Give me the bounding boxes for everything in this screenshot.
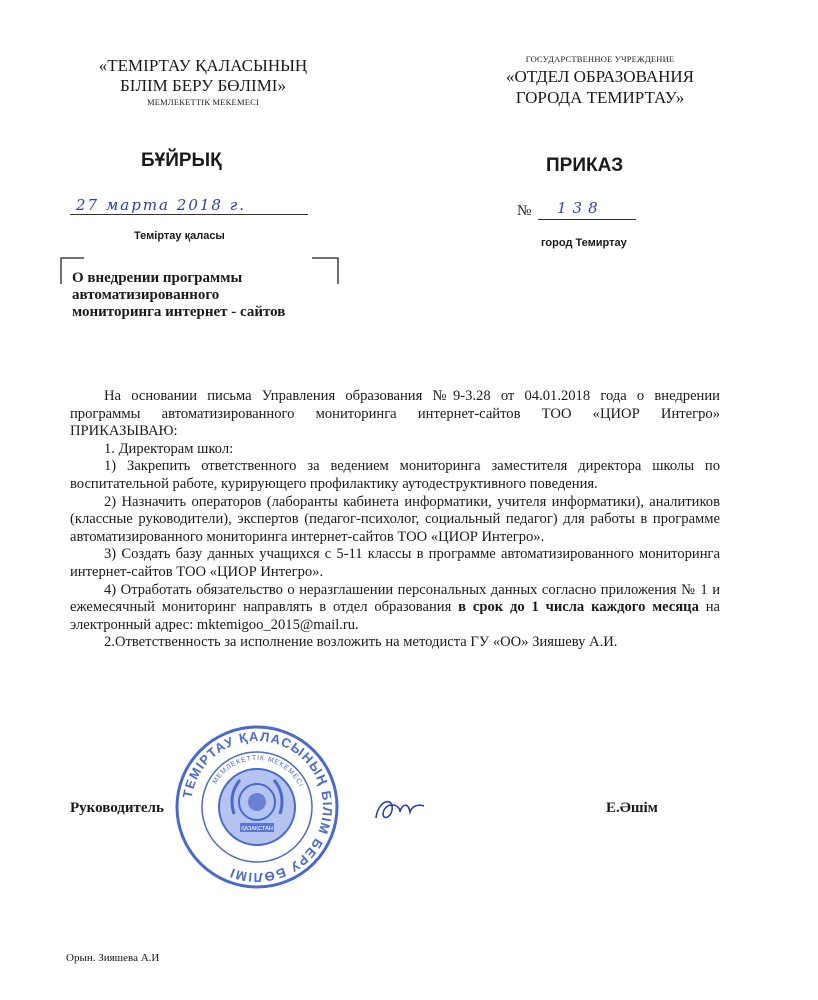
header-left-line1: «ТЕМІРТАУ ҚАЛАСЫНЫҢ (98, 56, 308, 75)
stamp-center-label: ҚАЗАҚСТАН (241, 826, 273, 832)
subject-line2: автоматизированного (72, 287, 220, 303)
signature-role: Руководитель (70, 800, 164, 816)
body-item-1-4-deadline: в срок до 1 числа каждого месяца (458, 599, 699, 616)
date-handwritten: 27 марта 2018 г. (76, 196, 247, 214)
number-handwritten: 138 (557, 199, 604, 217)
body-text (70, 388, 720, 652)
body-item-1-3: 3) Создать базу данных учащихся с 5-11 классы в программе автоматизированного мониторинга интернет-сайтов ТОО «ЦИОР Интегро». (70, 546, 720, 580)
signature-name: Е.Әшім (606, 800, 658, 816)
title-ru: ПРИКАЗ (546, 155, 624, 176)
number-underline (538, 219, 636, 220)
header-right-line3: ГОРОДА ТЕМИРТАУ» (515, 88, 685, 107)
body-item-2: 2.Ответственность за исполнение возложить на методиста ГУ «ОО» Зияшеву А.И. (104, 634, 618, 651)
date-underline (70, 214, 308, 215)
handwritten-signature (370, 790, 430, 830)
city-ru: город Темиртау (541, 237, 627, 249)
header-right-line2: «ОТДЕЛ ОБРАЗОВАНИЯ (505, 67, 695, 86)
subject-block (72, 270, 342, 321)
body-item-1-4 (70, 582, 720, 635)
header-left (68, 56, 338, 108)
title-kz: БҰЙРЫҚ (141, 150, 222, 171)
official-stamp (172, 722, 342, 892)
body-item-1-4-end: на электронный адрес: mktemigoo_2015@mail.ru. (70, 599, 720, 633)
subject-line3: мониторинга интернет - сайтов (72, 304, 286, 320)
subject-line1: О внедрении программы (72, 270, 243, 286)
body-intro: На основании письма Управления образования №9-3.28 от 04.01.2018 года о внедрении программы автоматизированного мониторинга интернет-сайтов ТОО «ЦИОР Интегро» ПРИКАЗЫВАЮ: (70, 388, 720, 440)
header-right (470, 53, 730, 108)
body-item-1-4-start: 4) Отработать обязательство о неразглашении персональных данных согласно приложения № 1 и ежемесячный мониторинг направлять в отдел образования (70, 581, 720, 616)
header-left-line3: МЕМЛЕКЕТТІК МЕКЕМЕСІ (147, 97, 259, 107)
city-kz: Теміртау қаласы (134, 230, 225, 242)
executor-footer: Орын. Зияшева А.И (66, 952, 160, 964)
body-item-1-1: 1) Закрепить ответственного за ведением мониторинга заместителя директора школы по воспитательной работе, курирующего профилактику аутодеструктивного поведения. (70, 458, 720, 492)
body-item-1: 1. Директорам школ: (104, 440, 234, 457)
header-left-line2: БІЛІМ БЕРУ БӨЛІМІ» (120, 76, 286, 95)
stamp-inner-text: МЕМЛЕКЕТТІК МЕКЕМЕСІ (211, 754, 305, 789)
number-label: № (517, 203, 532, 219)
header-right-line1: ГОСУДАРСТВЕННОЕ УЧРЕЖДЕНИЕ (525, 54, 675, 64)
stamp-ring-text: ТЕМІРТАУ ҚАЛАСЫНЫҢ БІЛІМ БЕРУ БӨЛІМІ (179, 728, 336, 886)
body-item-1-2: 2) Назначить операторов (лаборанты кабинета информатики, учителя информатики), аналитиков (классные руководители), экспертов (педагог-психолог, социальный педагог) для работы в программе автоматизированного мониторинга интернет-сайтов ТОО «ЦИОР Интегро». (70, 493, 720, 545)
